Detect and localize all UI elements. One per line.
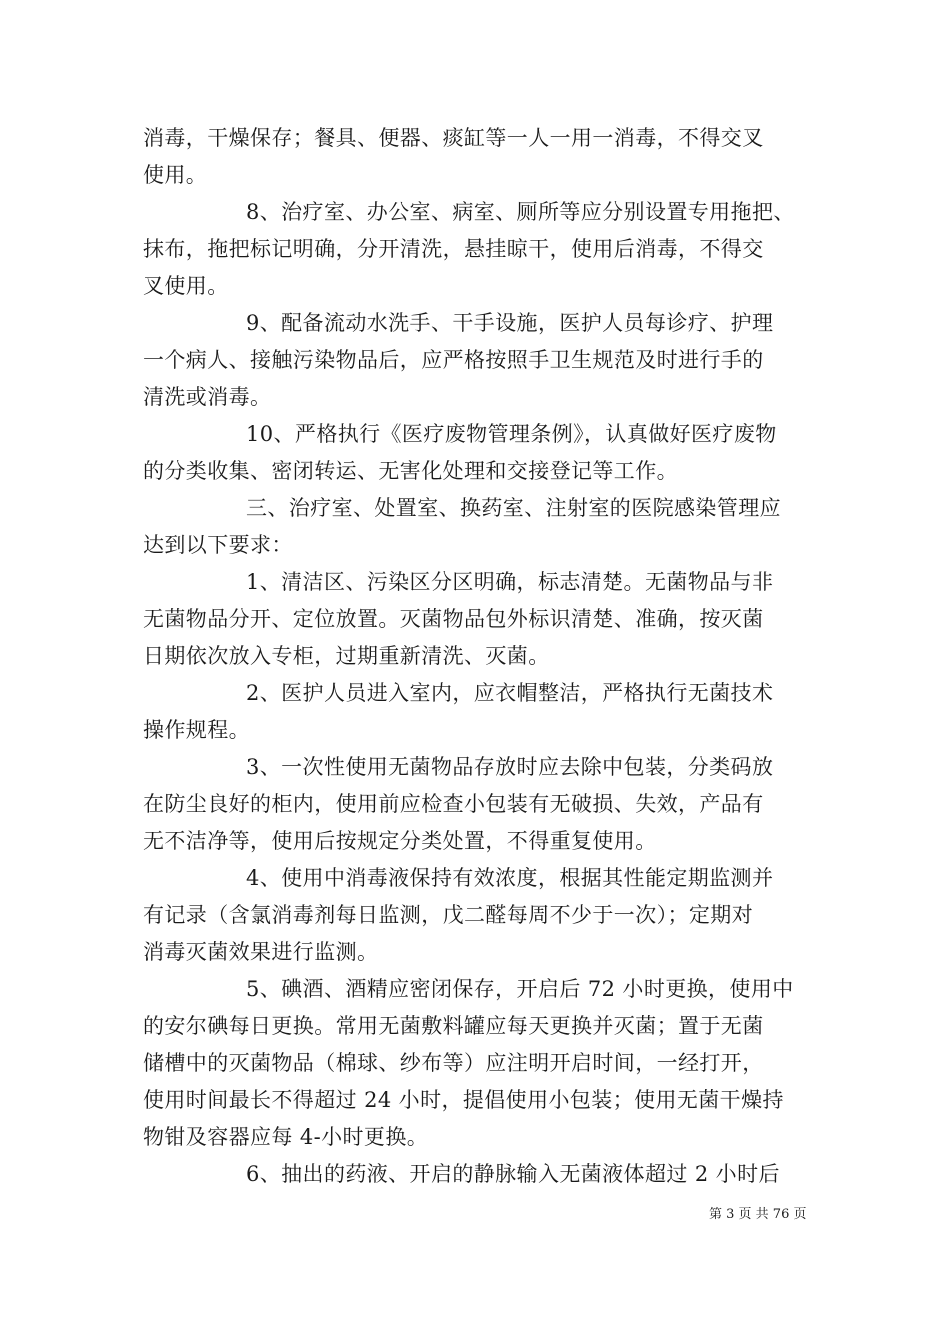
- text-line: 的分类收集、密闭转运、无害化处理和交接登记等工作。: [143, 459, 678, 483]
- text-line: 三、治疗室、处置室、换药室、注射室的医院感染管理应: [246, 496, 781, 520]
- text-line: 抹布，拖把标记明确，分开清洗，悬挂晾干，使用后消毒，不得交: [143, 237, 764, 261]
- text-line: 9、配备流动水洗手、干手设施，医护人员每诊疗、护理: [246, 311, 774, 335]
- text-line: 无不洁净等，使用后按规定分类处置，不得重复使用。: [143, 829, 657, 853]
- text-line: 有记录（含氯消毒剂每日监测，戊二醛每周不少于一次）；定期对: [143, 903, 754, 927]
- text-line: 叉使用。: [143, 274, 229, 298]
- text-line: 10、严格执行《医疗废物管理条例》，认真做好医疗废物: [246, 422, 777, 446]
- text-line: 在防尘良好的柜内，使用前应检查小包装有无破损、失效，产品有: [143, 792, 764, 816]
- text-line: 物钳及容器应每 4-小时更换。: [143, 1125, 429, 1149]
- text-line: 达到以下要求：: [143, 533, 293, 557]
- text-line: 清洗或消毒。: [143, 385, 272, 409]
- text-line: 8、治疗室、办公室、病室、厕所等应分别设置专用拖把、: [246, 200, 795, 224]
- text-line: 日期依次放入专柜，过期重新清洗、灭菌。: [143, 644, 550, 668]
- text-line: 消毒，干燥保存；餐具、便器、痰缸等一人一用一消毒，不得交叉: [143, 126, 764, 150]
- text-line: 储槽中的灭菌物品（棉球、纱布等）应注明开启时间，一经打开，: [143, 1051, 764, 1075]
- text-line: 5、碘酒、酒精应密闭保存，开启后 72 小时更换，使用中: [246, 977, 794, 1001]
- text-line: 1、清洁区、污染区分区明确，标志清楚。无菌物品与非: [246, 570, 774, 594]
- text-line: 操作规程。: [143, 718, 250, 742]
- text-line: 一个病人、接触污染物品后，应严格按照手卫生规范及时进行手的: [143, 348, 764, 372]
- text-line: 使用。: [143, 163, 208, 187]
- page-number: 第 3 页 共 76 页: [709, 1207, 807, 1222]
- text-line: 的安尔碘每日更换。常用无菌敷料罐应每天更换并灭菌；置于无菌: [143, 1014, 764, 1038]
- text-line: 使用时间最长不得超过 24 小时，提倡使用小包装；使用无菌干燥持: [143, 1088, 784, 1112]
- text-line: 4、使用中消毒液保持有效浓度，根据其性能定期监测并: [246, 866, 774, 890]
- text-line: 6、抽出的药液、开启的静脉输入无菌液体超过 2 小时后: [246, 1162, 780, 1186]
- text-line: 无菌物品分开、定位放置。灭菌物品包外标识清楚、准确，按灭菌: [143, 607, 764, 631]
- text-line: 2、医护人员进入室内，应衣帽整洁，严格执行无菌技术: [246, 681, 774, 705]
- text-line: 消毒灭菌效果进行监测。: [143, 940, 379, 964]
- text-line: 3、一次性使用无菌物品存放时应去除中包装，分类码放: [246, 755, 774, 779]
